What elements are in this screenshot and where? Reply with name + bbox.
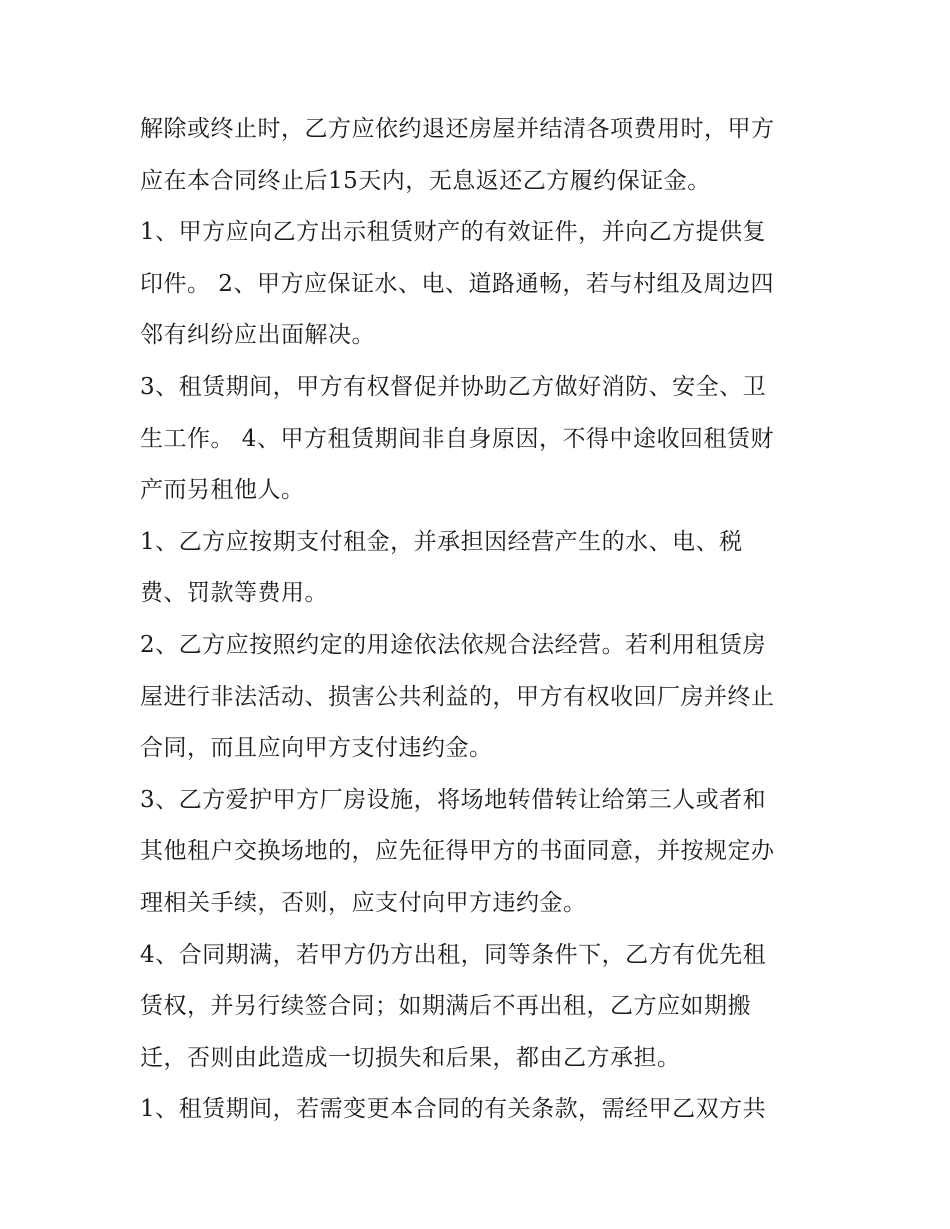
text-line: 4、合同期满，若甲方仍方出租，同等条件下，乙方有优先租	[140, 941, 767, 968]
text-line: 2、乙方应按照约定的用途依法依规合法经营。若利用租赁房	[140, 631, 767, 658]
text-line: 屋进行非法活动、损害公共利益的，甲方有权收回厂房并终止	[140, 683, 775, 710]
text-line: 其他租户交换场地的，应先征得甲方的书面同意，并按规定办	[140, 838, 775, 865]
text-line: 生工作。 4、甲方租赁期间非自身原因，不得中途收回租赁财	[140, 425, 774, 452]
text-line: 邻有纠纷应出面解决。	[140, 322, 375, 349]
text-line: 3、租赁期间，甲方有权督促并协助乙方做好消防、安全、卫	[140, 373, 767, 400]
text-line: 印件。 2、甲方应保证水、电、道路通畅，若与村组及周边四	[140, 270, 774, 297]
text-line: 迁，否则由此造成一切损失和后果，都由乙方承担。	[140, 1044, 681, 1071]
text-line: 应在本合同终止后15天内，无息返还乙方履约保证金。	[140, 167, 711, 194]
text-line: 3、乙方爱护甲方厂房设施，将场地转借转让给第三人或者和	[140, 786, 767, 813]
text-line: 解除或终止时，乙方应依约退还房屋并结清各项费用时，甲方	[140, 116, 775, 142]
document-body	[140, 104, 820, 1136]
text-line: 1、甲方应向乙方出示租赁财产的有效证件，并向乙方提供复	[140, 219, 767, 246]
text-line: 费、罚款等费用。	[140, 580, 328, 607]
text-line: 1、乙方应按期支付租金，并承担因经营产生的水、电、税	[140, 528, 743, 555]
text-line: 合同，而且应向甲方支付违约金。	[140, 735, 493, 762]
text-line: 1、租赁期间，若需变更本合同的有关条款，需经甲乙双方共	[140, 1096, 767, 1123]
text-line: 理相关手续，否则，应支付向甲方违约金。	[140, 889, 587, 916]
text-line: 赁权，并另行续签合同；如期满后不再出租，乙方应如期搬	[140, 993, 751, 1020]
text-line: 产而另租他人。	[140, 477, 305, 504]
